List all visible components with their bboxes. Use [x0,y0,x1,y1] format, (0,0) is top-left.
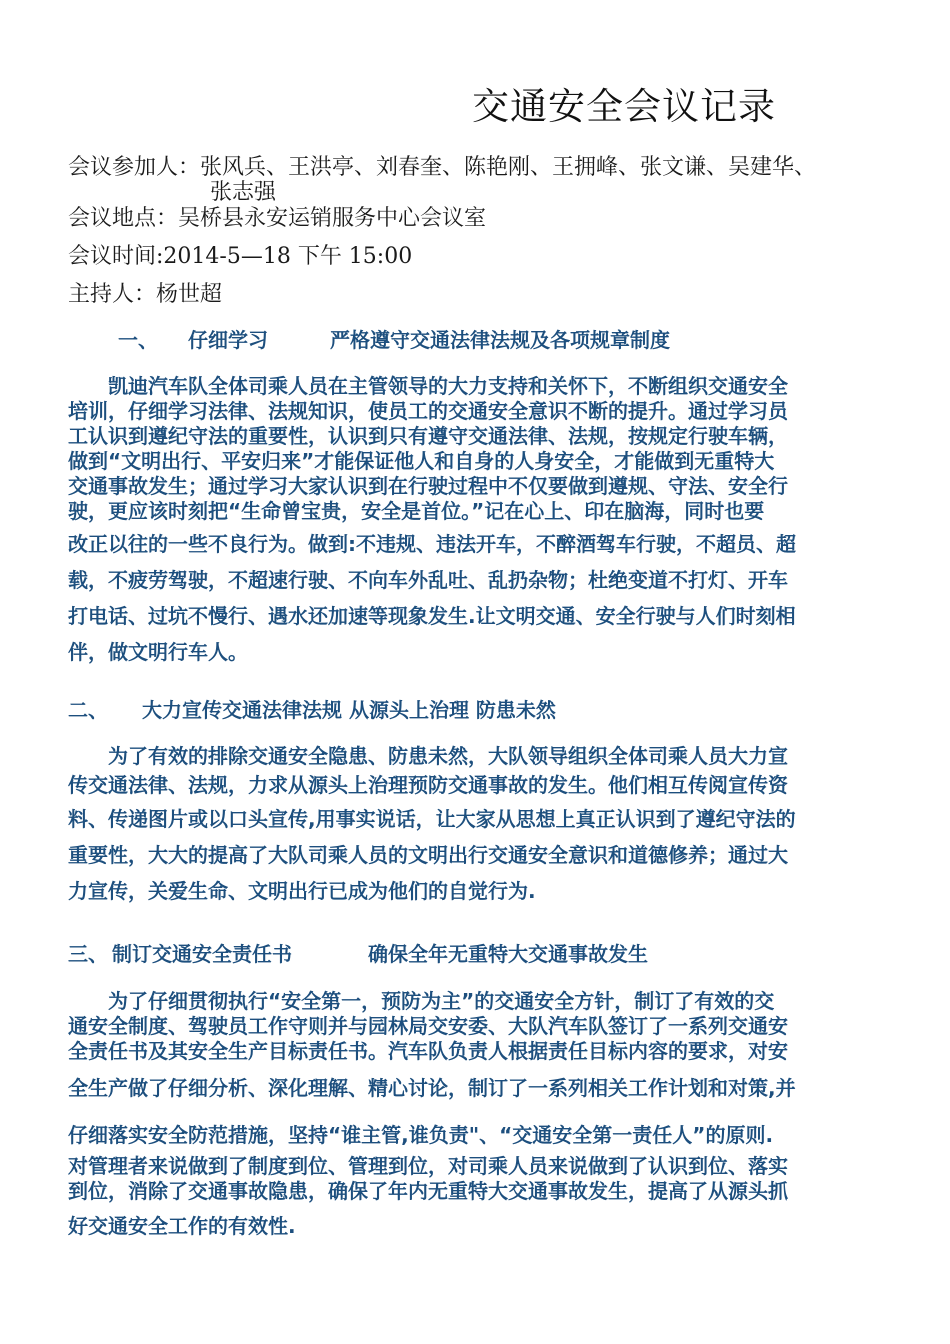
section-2-paragraph [68,740,883,911]
paragraph-line: 做到“文明出行、平安归来”才能保证他人和自身的人身安全，才能做到无重特大 [68,449,775,473]
paragraph-line: 全责任书及其安全生产目标责任书。汽车队负责人根据责任目标内容的要求，对安 [68,1039,788,1063]
attendees-names: 张风兵、王洪亭、刘春奎、陈艳刚、王拥峰、张文谦、吴建华、 [200,155,817,180]
paragraph-line: 伴，做文明行车人。 [68,640,248,664]
meeting-host: 主持人：杨世超 [68,282,223,307]
paragraph-line: 传交通法律、法规，力求从源头上治理预防交通事故的发生。他们相互传阅宣传资 [68,773,788,797]
paragraph-line: 仔细落实安全防范措施，坚持“谁主管,谁负责"、“交通安全第一责任人”的原则. [68,1123,774,1147]
attendees-label: 会议参加人： [68,155,201,180]
document-title: 交通安全会议记录 [472,85,776,128]
paragraph-line: 载，不疲劳驾驶，不超速行驶、不向车外乱吐、乱扔杂物；杜绝变道不打灯、开车 [68,568,788,592]
paragraph-line: 到位，消除了交通事故隐患，确保了年内无重特大交通事故发生，提高了从源头抓 [68,1179,788,1203]
section-1-heading-b: 严格遵守交通法律法规及各项规章制度 [330,328,670,352]
paragraph-line: 凯迪汽车队全体司乘人员在主管领导的大力支持和关怀下，不断组织交通安全 [68,374,788,398]
paragraph-line: 打电话、过坑不慢行、遇水还加速等现象发生.让文明交通、安全行驶与人们时刻相 [68,604,796,628]
section-1-number: 一、 [118,328,158,352]
paragraph-line: 培训，仔细学习法律、法规知识，使员工的交通安全意识不断的提升。通过学习员 [68,399,788,423]
paragraph-line: 重要性，大大的提高了大队司乘人员的文明出行交通安全意识和道德修养；通过大 [68,843,788,867]
meeting-time: 会议时间:2014-5—18 下午 15:00 [68,244,413,269]
paragraph-line: 全生产做了仔细分析、深化理解、精心讨论，制订了一系列相关工作计划和对策,并 [68,1076,796,1100]
paragraph-line: 对管理者来说做到了制度到位、管理到位，对司乘人员来说做到了认识到位、落实 [68,1154,788,1178]
section-2-number: 二、 [68,698,108,722]
attendees-names-continued: 张志强 [210,180,277,205]
section-1-heading-a: 仔细学习 [188,328,268,352]
paragraph-line: 改正以往的一些不良行为。做到:不违规、违法开车，不醉酒驾车行驶，不超员、超 [68,532,796,556]
attendees-line [68,150,816,181]
paragraph-line: 驶，更应该时刻把“生命曾宝贵，安全是首位。”记在心上、印在脑海，同时也要 [68,499,765,523]
section-3-paragraph [68,985,883,1240]
paragraph-line: 交通事故发生；通过学习大家认识到在行驶过程中不仅要做到遵规、守法、安全行 [68,474,788,498]
paragraph-line: 工认识到遵纪守法的重要性，认识到只有遵守交通法律、法规，按规定行驶车辆， [68,424,788,448]
paragraph-line: 料、传递图片或以口头宣传,用事实说话，让大家从思想上真正认识到了遵纪守法的 [68,807,796,831]
section-2-heading: 大力宣传交通法律法规 从源头上治理 防患未然 [142,698,556,722]
section-3-number: 三、 [68,942,108,966]
paragraph-line: 力宣传，关爱生命、文明出行已成为他们的自觉行为. [68,879,536,903]
paragraph-line: 为了仔细贯彻执行“安全第一，预防为主”的交通安全方针，制订了有效的交 [68,989,775,1013]
section-1-paragraph [68,370,883,672]
paragraph-line: 好交通安全工作的有效性. [68,1214,296,1238]
meeting-location: 会议地点：吴桥县永安运销服务中心会议室 [68,206,487,231]
paragraph-line: 通安全制度、驾驶员工作守则并与园林局交安委、大队汽车队签订了一系列交通安 [68,1014,788,1038]
section-3-heading-b: 确保全年无重特大交通事故发生 [368,942,648,966]
paragraph-line: 为了有效的排除交通安全隐患、防患未然，大队领导组织全体司乘人员大力宣 [68,744,788,768]
section-3-heading-a: 制订交通安全责任书 [112,942,292,966]
